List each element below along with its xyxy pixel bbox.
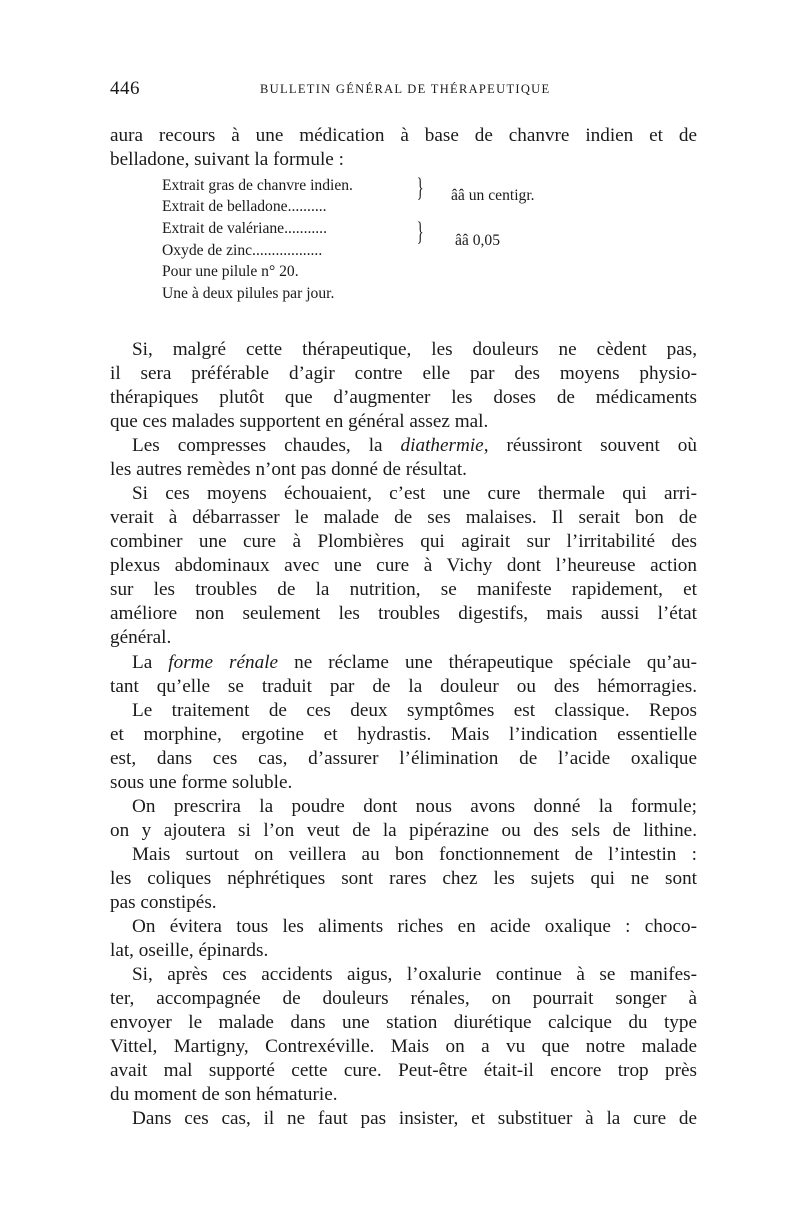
body-line: sur les troubles de la nutrition, se manifeste rapidement, et bbox=[110, 579, 697, 600]
formula-ingredient: Oxyde de zinc.................. bbox=[162, 242, 323, 259]
body-line: envoyer le malade dans une station diurétique calcique du type bbox=[110, 1012, 697, 1033]
italic-term: forme rénale bbox=[168, 652, 279, 673]
body-line: pas constipés. bbox=[110, 892, 217, 913]
body-line: Vittel, Martigny, Contrexéville. Mais on a vu que notre malade bbox=[110, 1036, 697, 1057]
body-line bbox=[132, 651, 697, 675]
body-line: du moment de son hématurie. bbox=[110, 1084, 338, 1105]
intro-line-2: belladone, suivant la formule : bbox=[110, 149, 344, 170]
body-line: Le traitement de ces deux symptômes est classique. Repos bbox=[132, 700, 697, 721]
body-line: On évitera tous les aliments riches en acide oxalique : choco- bbox=[132, 916, 697, 937]
body-line: Si, malgré cette thérapeutique, les douleurs ne cèdent pas, bbox=[132, 339, 697, 360]
body-line: il sera préférable d’agir contre elle par des moyens physio- bbox=[110, 363, 697, 384]
page-header bbox=[110, 78, 700, 102]
body-line: thérapiques plutôt que d’augmenter les doses de médicaments bbox=[110, 387, 697, 408]
brace-icon: } bbox=[416, 217, 424, 246]
formula-ingredient: Extrait de valériane........... bbox=[162, 220, 327, 237]
formula-dose: ââ 0,05 bbox=[455, 232, 501, 249]
body-line: combiner une cure à Plombières qui agirait sur l’irritabilité des bbox=[110, 531, 697, 552]
body-text: ne réclame une thérapeutique spéciale qu’au- bbox=[278, 652, 697, 673]
body-line: les coliques néphrétiques sont rares chez les sujets qui ne sont bbox=[110, 868, 697, 889]
body-text: La bbox=[132, 652, 169, 673]
formula-ingredient: Extrait gras de chanvre indien. bbox=[162, 177, 353, 194]
body-line: sous une forme soluble. bbox=[110, 772, 293, 793]
formula-instruction: Pour une pilule n° 20. bbox=[162, 263, 299, 280]
body-text: , réussiront souvent où bbox=[483, 435, 697, 456]
body-line: et morphine, ergotine et hydrastis. Mais l’indication essentielle bbox=[110, 724, 697, 745]
body-line: Mais surtout on veillera au bon fonctionnement de l’intestin : bbox=[132, 844, 697, 865]
italic-term: diathermie bbox=[400, 435, 484, 456]
body-line: Dans ces cas, il ne faut pas insister, et substituer à la cure de bbox=[132, 1108, 697, 1129]
intro-line-1: aura recours à une médication à base de chanvre indien et de bbox=[110, 125, 697, 146]
body-line: avait mal supporté cette cure. Peut-être était-il encore trop près bbox=[110, 1060, 697, 1081]
body-line: lat, oseille, épinards. bbox=[110, 940, 269, 961]
brace-icon: } bbox=[416, 173, 424, 202]
body-line: améliore non seulement les troubles digestifs, mais aussi l’état bbox=[110, 603, 697, 624]
body-line: Si ces moyens échouaient, c’est une cure thermale qui arri- bbox=[132, 483, 697, 504]
formula-dose: ââ un centigr. bbox=[451, 187, 535, 204]
formula-ingredient: Extrait de belladone.......... bbox=[162, 198, 327, 215]
body-line: ter, accompagnée de douleurs rénales, on pourrait songer à bbox=[110, 988, 697, 1009]
body-line: les autres remèdes n’ont pas donné de résultat. bbox=[110, 459, 467, 480]
formula-instruction: Une à deux pilules par jour. bbox=[162, 285, 335, 302]
body-line: est, dans ces cas, d’assurer l’élimination de l’acide oxalique bbox=[110, 748, 697, 769]
body-line: plexus abdominaux avec une cure à Vichy dont l’heureuse action bbox=[110, 555, 697, 576]
page-number: 446 bbox=[110, 78, 140, 99]
body-text: Les compresses chaudes, la bbox=[132, 435, 401, 456]
running-head: BULLETIN GÉNÉRAL DE THÉRAPEUTIQUE bbox=[260, 82, 551, 96]
body-line: tant qu’elle se traduit par de la douleur ou des hémorragies. bbox=[110, 676, 697, 697]
body-line: général. bbox=[110, 627, 172, 648]
body-line: verait à débarrasser le malade de ses malaises. Il serait bon de bbox=[110, 507, 697, 528]
body-line bbox=[132, 434, 697, 458]
body-line: Si, après ces accidents aigus, l’oxalurie continue à se manifes- bbox=[132, 964, 697, 985]
body-line: que ces malades supportent en général assez mal. bbox=[110, 411, 489, 432]
body-line: On prescrira la poudre dont nous avons donné la formule; bbox=[132, 796, 697, 817]
body-line: on y ajoutera si l’on veut de la pipérazine ou des sels de lithine. bbox=[110, 820, 697, 841]
